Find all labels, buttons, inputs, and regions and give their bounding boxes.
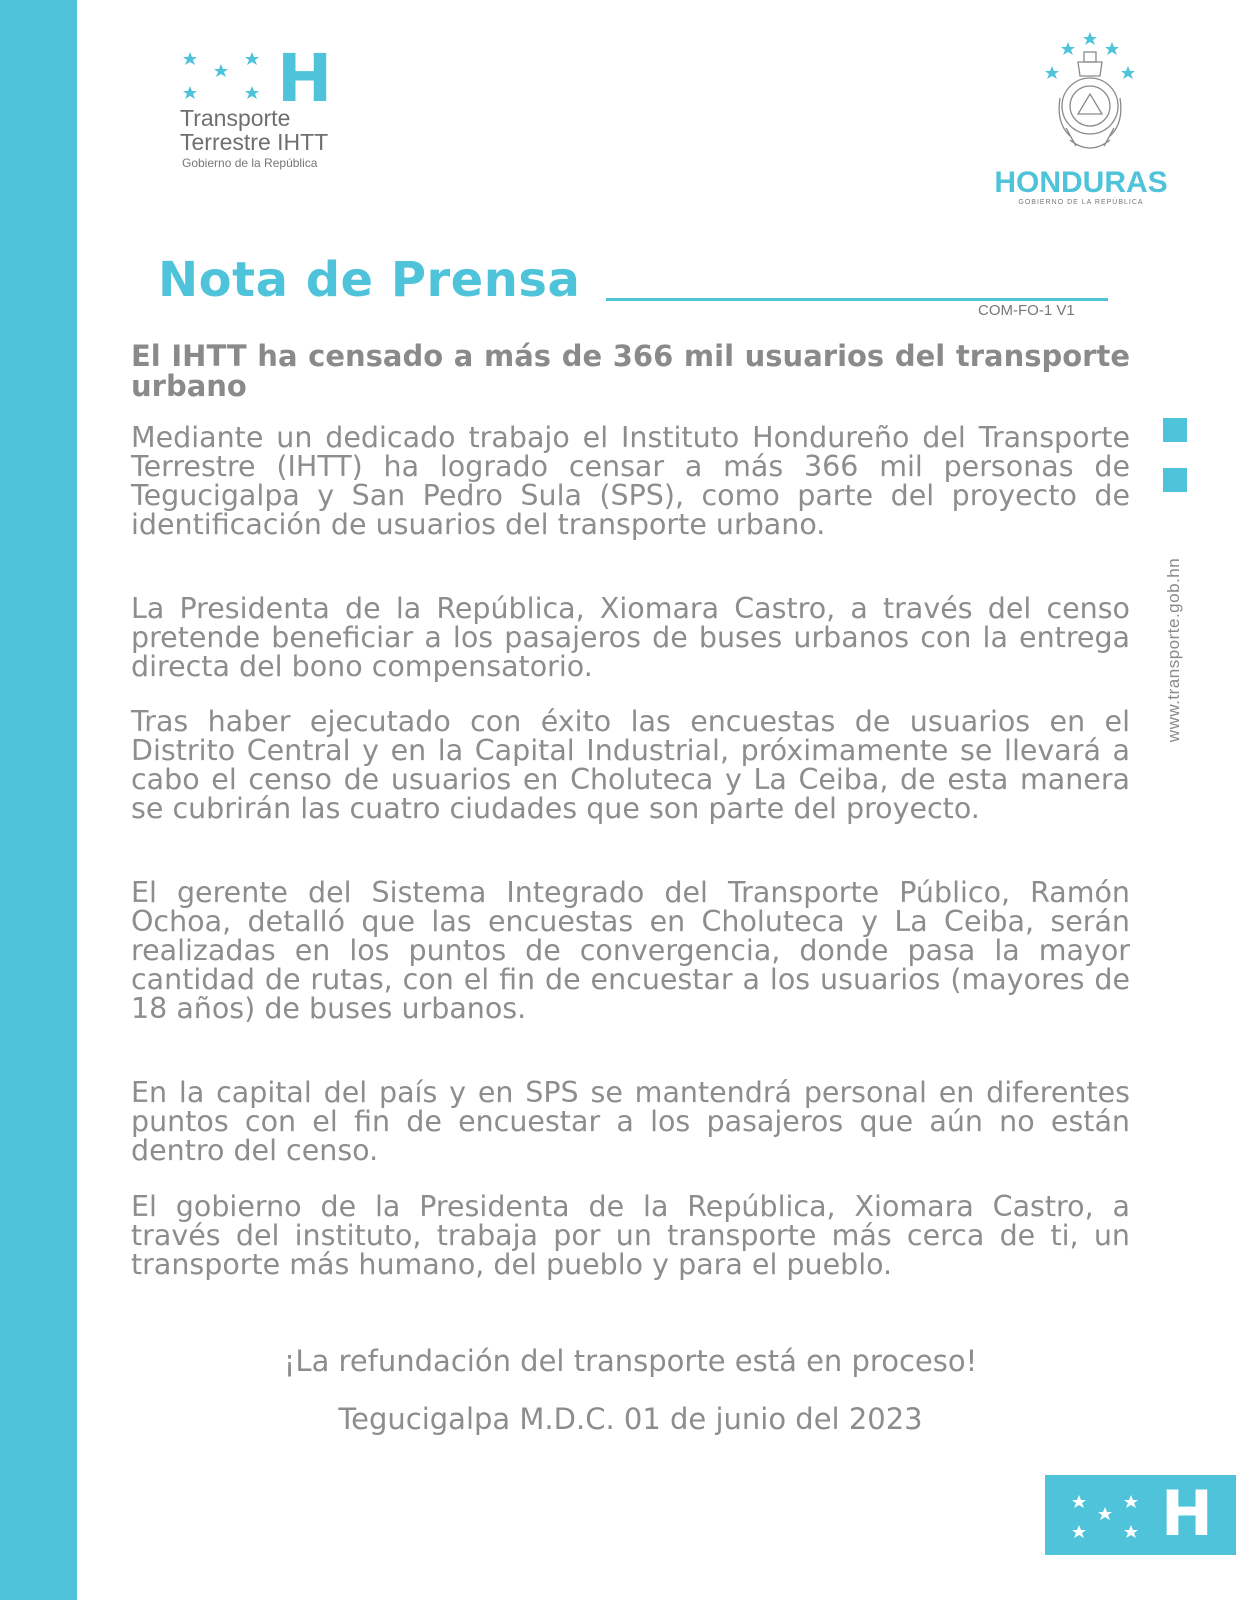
ihtt-name-line1: Transporte bbox=[180, 105, 291, 131]
left-accent-bar bbox=[0, 0, 77, 1600]
closing-slogan: ¡La refundación del transporte está en proceso! bbox=[283, 1344, 978, 1378]
paragraph-6: El gobierno de la Presidenta de la República, Xiomara Castro, a través del instituto, trabaja por un transporte más cerca de ti, un transporte más humano, del pueblo y para el pueblo. bbox=[131, 1190, 1130, 1281]
footer-logo bbox=[1045, 1475, 1236, 1555]
paragraph-5: En la capital del país y en SPS se mantendrá personal en diferentes puntos con el fin de encuestar a los pasajeros que aún no están dentro del censo. bbox=[131, 1076, 1130, 1167]
paragraph-4: El gerente del Sistema Integrado del Transporte Público, Ramón Ochoa, detalló que las encuestas en Choluteca y La Ceiba, serán realizadas en los puntos de convergencia, donde pasa la mayor cantidad de rutas, con el fin de encuestar a los usuarios (mayores de 18 años) de buses urbanos. bbox=[131, 876, 1130, 1025]
title-underline bbox=[606, 298, 1108, 301]
page-title: Nota de Prensa bbox=[158, 252, 581, 308]
paragraph-3: Tras haber ejecutado con éxito las encuestas de usuarios en el Distrito Central y en la Capital Industrial, próximamente se llevará a cabo el censo de usuarios en Choluteca y La Ceiba, de esta manera se cubrirán las cuatro ciudades que son parte del proyecto. bbox=[131, 705, 1130, 825]
website-url: www.transporte.gob.hn bbox=[1164, 557, 1183, 743]
ihtt-logo bbox=[180, 40, 400, 176]
closing-date: Tegucigalpa M.D.C. 01 de junio del 2023 bbox=[338, 1402, 923, 1436]
footer-h-letter: H bbox=[1161, 1477, 1213, 1550]
paragraph-2: La Presidenta de la República, Xiomara Castro, a través del censo pretende beneficiar a los pasajeros de buses urbanos con la entrega directa del bono compensatorio. bbox=[131, 592, 1130, 683]
ihtt-name bbox=[180, 106, 328, 154]
ihtt-h-letter: H bbox=[277, 40, 333, 117]
footer-stars-icon bbox=[1069, 1489, 1149, 1543]
ihtt-name-line2: Terrestre IHTT bbox=[180, 129, 329, 155]
form-code: COM-FO-1 V1 bbox=[978, 302, 1075, 319]
honduras-gov-label: GOBIERNO DE LA REPÚBLICA bbox=[1018, 199, 1144, 206]
paragraph-1: Mediante un dedicado trabajo el Instituto Hondureño del Transporte Terrestre (IHTT) ha logrado censar a más 366 mil personas de Tegucigalpa y San Pedro Sula (SPS), como parte del proyecto de identificación de usuarios del transporte urbano. bbox=[131, 421, 1130, 541]
headline: El IHTT ha censado a más de 366 mil usuarios del transporte urbano bbox=[131, 339, 1130, 403]
stars-icon bbox=[180, 46, 270, 106]
accent-square-2 bbox=[1163, 468, 1187, 492]
ihtt-gov-label: Gobierno de la República bbox=[182, 156, 318, 170]
honduras-wordmark: HONDURAS bbox=[994, 166, 1168, 199]
accent-square-1 bbox=[1163, 418, 1187, 442]
coat-of-arms-icon bbox=[1030, 28, 1150, 168]
